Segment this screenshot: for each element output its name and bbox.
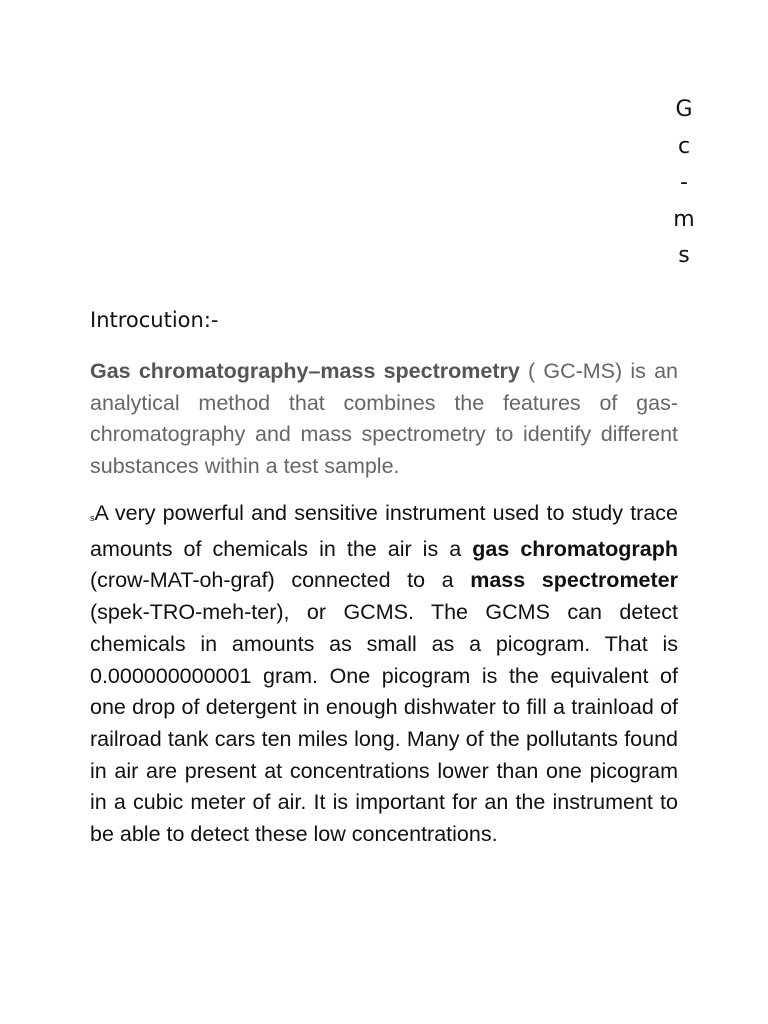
title-letter: s	[678, 243, 690, 268]
main-paragraph	[90, 498, 678, 851]
intro-text: ( GC-MS) is an analytical method that combines the features of gas-chromatography and mass spectrometry to identify different substances within a test sample.	[90, 359, 678, 479]
main-text-1: A very powerful and sensitive instrument used to study trace amounts of chemicals in the air is a	[90, 501, 678, 561]
intro-bold-term: Gas chromatography–mass spectrometry	[90, 359, 520, 383]
main-text-3: (spek-TRO-meh-ter), or GCMS. The GCMS can detect chemicals in amounts as small as a picogram. That is 0.000000000001 gram. One picogram is the equivalent of one drop of detergent in enough dishwater to fill a trainload of railroad tank cars ten miles long. Many of the pollutants found in air are present at concentrations lower than one picogram in a cubic meter of air. It is important for an the instrument to be able to detect these low concentrations.	[90, 600, 678, 847]
title-letter: m	[673, 206, 695, 232]
intro-paragraph	[90, 356, 678, 483]
bold-term-mass-spectrometer: mass spectrometer	[470, 568, 678, 593]
title-letter: c	[677, 133, 691, 159]
footnote-marker: s	[90, 513, 95, 523]
main-text-2: (crow-MAT-oh-graf) connected to a	[90, 568, 471, 593]
section-heading: Introcution:-	[90, 308, 219, 332]
bold-term-gas-chromatograph: gas chromatograph	[472, 536, 679, 561]
title-letter: -	[680, 170, 688, 195]
vertical-title	[672, 92, 696, 275]
title-letter: G	[675, 97, 693, 122]
